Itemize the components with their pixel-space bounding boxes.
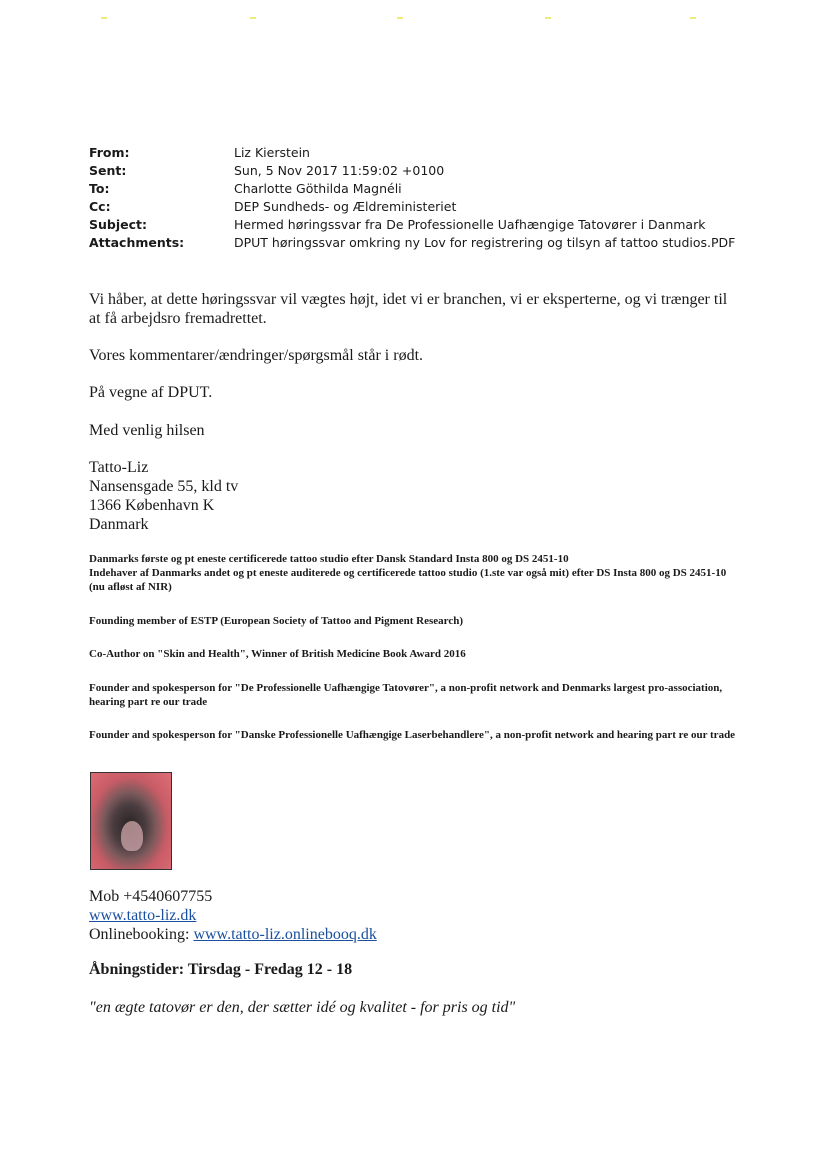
signature-block [89, 458, 739, 534]
opening-hours: Åbningstider: Tirsdag - Fredag 12 - 18 [89, 961, 353, 978]
subject-row [89, 216, 789, 234]
credential-laser: Founder and spokesperson for "Danske Professionelle Uafhængige Laserbehandlere", a non-profit network and hearing part re our trade [89, 729, 736, 741]
to-row [89, 180, 789, 198]
credential-estp: Founding member of ESTP (European Society of Tattoo and Pigment Research) [89, 615, 464, 627]
from-label: From: [89, 145, 130, 160]
mobile-number: Mob +4540607755 [89, 888, 213, 905]
sent-label: Sent: [89, 163, 127, 178]
booking-row [89, 925, 377, 944]
signature-name: Tatto-Liz [89, 459, 149, 476]
cc-label: Cc: [89, 199, 111, 214]
from-value: Liz Kierstein [234, 145, 310, 160]
credential-certification [89, 552, 739, 594]
attachments-row [89, 234, 789, 252]
credential-book: Co-Author on "Skin and Health", Winner of British Medicine Book Award 2016 [89, 648, 466, 660]
scan-artifact [250, 17, 256, 19]
sent-row [89, 162, 789, 180]
signature-city: 1366 København K [89, 497, 215, 514]
attachments-label: Attachments: [89, 235, 185, 250]
signature-street: Nansensgade 55, kld tv [89, 478, 239, 495]
scan-artifact [397, 17, 403, 19]
contact-block [89, 887, 377, 944]
from-row [89, 144, 789, 162]
closing: Med venlig hilsen [89, 422, 205, 439]
credential-line: Indehaver af Danmarks andet og pt eneste auditerede og certificerede tattoo studio (1.ste var også mit) efter DS Insta 800 og DS 2451-10 (nu afløst af NIR) [89, 567, 727, 593]
booking-label: Onlinebooking: [89, 926, 194, 943]
signature-photo [90, 772, 172, 870]
signature-country: Danmark [89, 516, 149, 533]
booking-link[interactable]: www.tatto-liz.onlinebooq.dk [193, 926, 377, 943]
scan-artifact [101, 17, 107, 19]
credential-line: Danmarks første og pt eneste certificerede tattoo studio efter Dansk Standard Insta 800 og DS 2451-10 [89, 553, 569, 565]
attachments-value: DPUT høringssvar omkring ny Lov for registrering og tilsyn af tattoo studios.PDF [234, 235, 736, 250]
cc-value: DEP Sundheds- og Ældreministeriet [234, 199, 457, 214]
to-label: To: [89, 181, 110, 196]
credential-dput: Founder and spokesperson for "De Professionelle Uafhængige Tatovører", a non-profit network and Denmarks largest pro-association, hearing part re our trade [89, 682, 723, 708]
website-link[interactable]: www.tatto-liz.dk [89, 907, 197, 924]
cc-row [89, 198, 789, 216]
subject-label: Subject: [89, 217, 147, 232]
body-paragraph: Vi håber, at dette høringssvar vil vægtes højt, idet vi er branchen, vi er eksperterne, og vi trænger til at få arbejdsro fremadrettet. [89, 291, 728, 327]
tagline-quote: "en ægte tatovør er den, der sætter idé og kvalitet - for pris og tid" [89, 999, 516, 1016]
scan-artifact [690, 17, 696, 19]
photo-detail [121, 821, 143, 851]
to-value: Charlotte Göthilda Magnéli [234, 181, 402, 196]
body-paragraph: På vegne af DPUT. [89, 384, 213, 401]
subject-value: Hermed høringssvar fra De Professionelle Uafhængige Tatovører i Danmark [234, 217, 706, 232]
email-body [89, 290, 739, 534]
body-paragraph: Vores kommentarer/ændringer/spørgsmål står i rødt. [89, 347, 424, 364]
scan-artifact [545, 17, 551, 19]
email-header [89, 144, 789, 252]
sent-value: Sun, 5 Nov 2017 11:59:02 +0100 [234, 163, 445, 178]
